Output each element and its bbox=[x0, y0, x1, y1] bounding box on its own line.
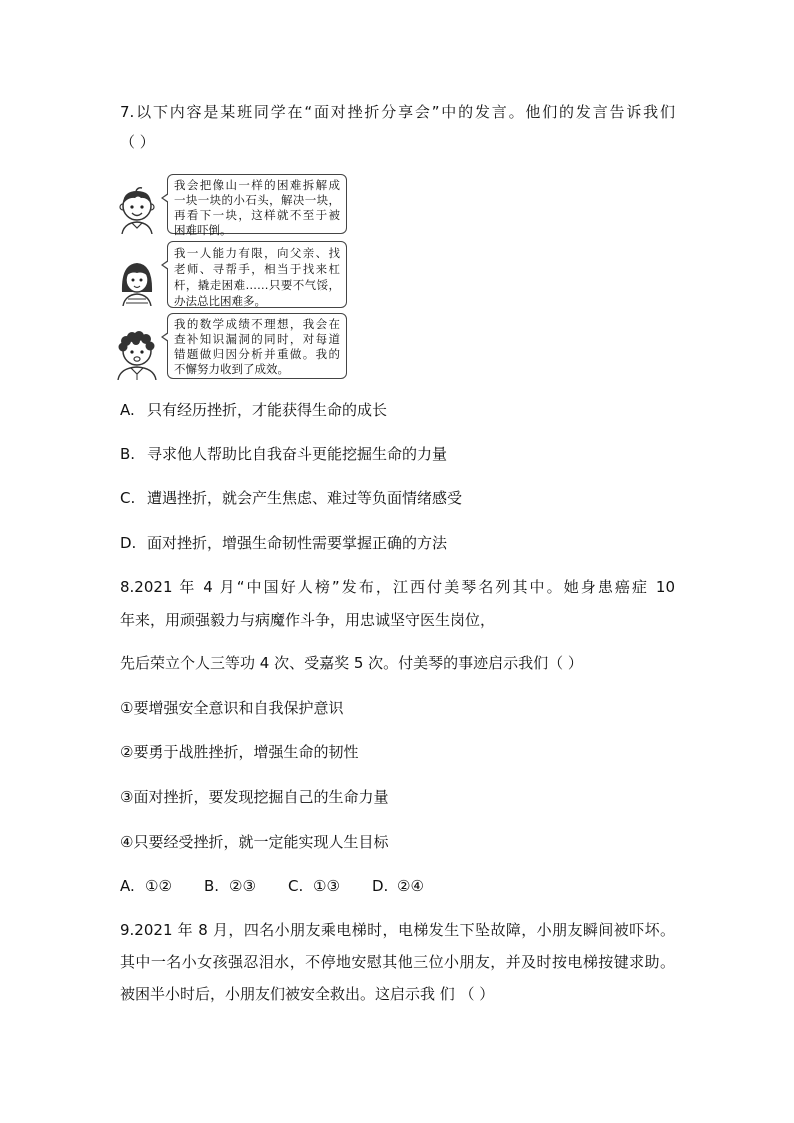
q8-statement-3: ③面对挫折，要发现挖掘自己的生命力量 bbox=[120, 788, 389, 806]
q7-stem: 7.以下内容是某班同学在“面对挫折分享会”中的发言。他们的发言告诉我们 bbox=[120, 103, 675, 121]
bubble-1-line-4: 困难吓倒。 bbox=[174, 223, 232, 237]
option-text: ①② bbox=[145, 877, 172, 895]
bubble-3-line-4: 不懈努力收到了成效。 bbox=[174, 362, 289, 376]
q9-stem-line-3: 被困半小时后，小朋友们被安全救出。这启示我 们 （ ） bbox=[120, 985, 495, 1003]
bubble-1-line-3: 再看下一块，这样就不至于被 bbox=[174, 208, 340, 222]
speech-bubble-1 bbox=[167, 174, 347, 237]
boy-avatar-icon bbox=[116, 186, 158, 234]
bubble-2-line-2: 老师、寻帮手，相当于找来杠 bbox=[174, 262, 340, 276]
option-text: 面对挫折，增强生命韧性需要掌握正确的方法 bbox=[147, 534, 448, 552]
option-label: D. bbox=[372, 877, 389, 895]
curly-boy-avatar-icon bbox=[114, 328, 160, 380]
q7-answer-paren: （ ） bbox=[120, 133, 155, 151]
option-text: ②③ bbox=[229, 877, 256, 895]
q8-stem-line-3: 先后荣立个人三等功 4 次、受嘉奖 5 次。付美琴的事迹启示我们（ ） bbox=[120, 654, 583, 672]
option-label: B. bbox=[120, 445, 136, 463]
q9-stem-line-1: 9.2021 年 8 月，四名小朋友乘电梯时，电梯发生下坠故障，小朋友瞬间被吓坏。 bbox=[120, 921, 675, 939]
option-label: B. bbox=[204, 877, 220, 895]
option-text: 只有经历挫折，才能获得生命的成长 bbox=[147, 401, 388, 419]
bubble-3-line-3: 错题做归因分析并重做。我的 bbox=[174, 347, 340, 361]
q8-statement-1: ①要增强安全意识和自我保护意识 bbox=[120, 699, 344, 717]
option-text: 寻求他人帮助比自我奋斗更能挖掘生命的力量 bbox=[147, 445, 448, 463]
option-label: C. bbox=[288, 877, 304, 895]
q9-stem-line-2: 其中一名小女孩强忍泪水，不停地安慰其他三位小朋友，并及时按电梯按键求助。 bbox=[120, 953, 675, 971]
q8-statement-2: ②要勇于战胜挫折，增强生命的韧性 bbox=[120, 743, 359, 761]
option-label: C. bbox=[120, 489, 136, 507]
speech-bubble-3 bbox=[167, 313, 347, 379]
q8-stem-line-1: 8.2021 年 4 月“中国好人榜”发布，江西付美琴名列其中。她身患癌症 10 bbox=[120, 578, 675, 596]
bubble-2-line-4: 办法总比困难多。 bbox=[174, 294, 266, 308]
bubble-2-line-3: 杆，撬走困难……只要不气馁， bbox=[174, 278, 340, 292]
bubble-1-line-1: 我会把像山一样的困难拆解成 bbox=[174, 178, 340, 192]
option-label: A. bbox=[120, 877, 135, 895]
option-label: D. bbox=[120, 534, 137, 552]
q8-statement-4: ④只要经受挫折，就一定能实现人生目标 bbox=[120, 833, 389, 851]
bubble-3-line-2: 查补知识漏洞的同时，对每道 bbox=[174, 332, 340, 346]
option-label: A. bbox=[120, 401, 135, 419]
bubble-2-line-1: 我一人能力有限，向父亲、找 bbox=[174, 246, 340, 260]
option-text: 遭遇挫折，就会产生焦虑、难过等负面情绪感受 bbox=[147, 489, 463, 507]
option-text: ②④ bbox=[397, 877, 424, 895]
bubble-1-line-2: 一块一块的小石头，解决一块， bbox=[174, 193, 340, 207]
girl-avatar-icon bbox=[116, 258, 158, 306]
q8-stem-line-2: 年来，用顽强毅力与病魔作斗争，用忠诚坚守医生岗位， bbox=[120, 611, 496, 629]
bubble-3-line-1: 我的数学成绩不理想，我会在 bbox=[174, 317, 340, 331]
speech-bubble-2 bbox=[167, 241, 347, 308]
option-text: ①③ bbox=[313, 877, 340, 895]
